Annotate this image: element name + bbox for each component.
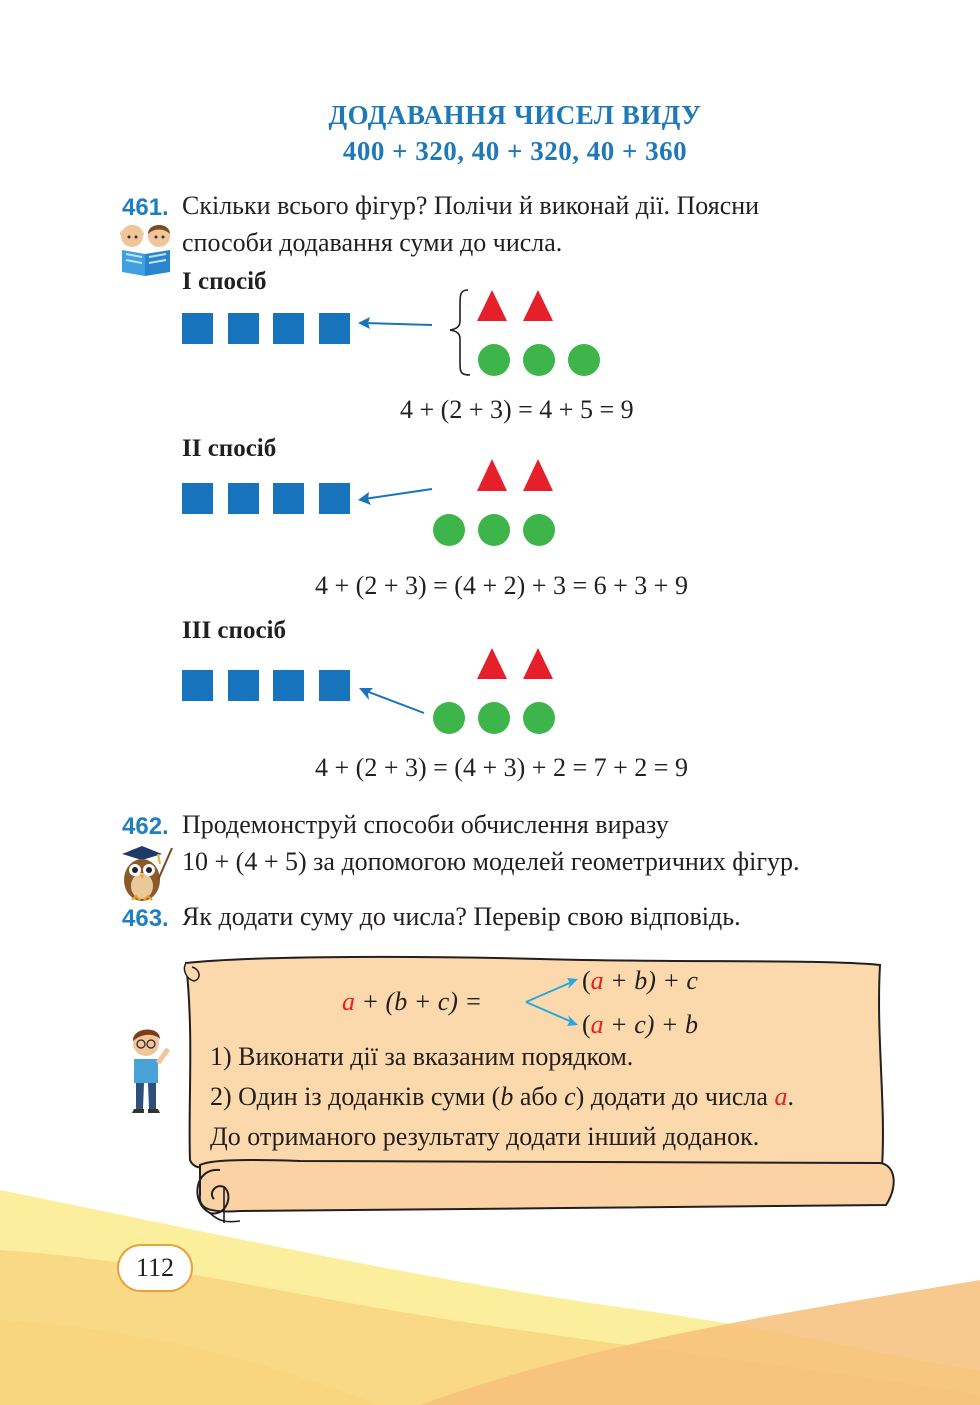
method-2-figures xyxy=(350,455,620,555)
method-1-figures xyxy=(350,285,620,385)
rule-line-2-mid2: ) додати до числа xyxy=(575,1082,775,1111)
branch2-rest: + c) + b xyxy=(603,1010,698,1039)
rule-line-2-pre: 2) Один із доданків суми ( xyxy=(210,1082,501,1111)
circle-shape xyxy=(568,344,600,376)
rule-formula-branch-2 xyxy=(582,1010,698,1040)
arrow-left-icon xyxy=(358,489,432,505)
square-shape xyxy=(273,313,304,344)
rule-line-2-end: . xyxy=(787,1082,794,1111)
square-shape xyxy=(228,313,259,344)
task-number-462: 462. xyxy=(122,813,169,840)
arrow-left-icon xyxy=(359,688,424,713)
formula-left-rest: + (b + c) = xyxy=(355,987,482,1016)
owl-teacher-icon xyxy=(112,840,176,904)
arrow-up-right-icon xyxy=(526,978,578,1002)
square-shape xyxy=(182,313,213,344)
task-463-text: Як додати суму до числа? Перевір свою відповідь. xyxy=(182,902,741,931)
task-461-text-line2: способи додавання суми до числа. xyxy=(182,228,563,257)
method-2-label: ІІ спосіб xyxy=(182,435,277,462)
arrow-down-right-icon xyxy=(526,1002,578,1026)
arrow-left-icon xyxy=(358,317,432,329)
task-462-text-line2: 10 + (4 + 5) за допомогою моделей геометричних фігур. xyxy=(182,847,800,876)
rule-var-a: a xyxy=(774,1082,788,1111)
branch1-variable-a: a xyxy=(590,966,604,995)
square-shape xyxy=(182,670,213,701)
square-shape xyxy=(228,483,259,514)
branch1-open: ( xyxy=(582,966,591,995)
rule-line-3: До отриманого результату додати інший доданок. xyxy=(210,1122,760,1151)
branch2-open: ( xyxy=(582,1010,591,1039)
rule-line-2-mid1: або xyxy=(513,1082,565,1111)
method-1-label: І спосіб xyxy=(182,268,267,295)
square-shape xyxy=(228,670,259,701)
square-shape xyxy=(319,313,350,344)
curly-brace-icon xyxy=(450,290,470,375)
rule-formula-left xyxy=(342,987,482,1017)
method-3-label: ІІІ спосіб xyxy=(182,617,286,644)
circle-shape xyxy=(478,344,510,376)
triangle-shape xyxy=(477,648,507,679)
square-shape xyxy=(319,670,350,701)
triangle-shape xyxy=(477,290,507,321)
method-2-equation: 4 + (2 + 3) = (4 + 2) + 3 = 6 + 3 + 9 xyxy=(315,571,688,600)
circle-shape xyxy=(433,702,465,734)
kids-reading-icon xyxy=(114,222,180,278)
task-461-text-line1: Скільки всього фігур? Полічи й виконай дії. Поясни xyxy=(182,191,760,220)
page-title-line1: ДОДАВАННЯ ЧИСЕЛ ВИДУ xyxy=(328,100,702,130)
method-1-equation: 4 + (2 + 3) = 4 + 5 = 9 xyxy=(400,395,634,424)
method-3-figures xyxy=(350,643,620,743)
boy-pointing-icon xyxy=(124,1025,174,1115)
circle-shape xyxy=(523,702,555,734)
circle-shape xyxy=(433,514,465,546)
page-title-line2: 400 + 320, 40 + 320, 40 + 360 xyxy=(342,136,688,166)
triangle-shape xyxy=(523,290,553,321)
rule-line-2 xyxy=(210,1082,794,1112)
task-number-463: 463. xyxy=(122,905,169,932)
circle-shape xyxy=(478,514,510,546)
formula-variable-a: a xyxy=(342,987,355,1016)
method-3-equation: 4 + (2 + 3) = (4 + 3) + 2 = 7 + 2 = 9 xyxy=(315,753,688,782)
square-shape xyxy=(273,483,304,514)
branch1-rest: + b) + c xyxy=(603,966,698,995)
square-shape xyxy=(182,483,213,514)
square-shape xyxy=(273,670,304,701)
page-number: 112 xyxy=(117,1244,193,1292)
circle-shape xyxy=(523,514,555,546)
branch2-variable-a: a xyxy=(590,1010,604,1039)
rule-var-b: b xyxy=(500,1082,514,1111)
square-shape xyxy=(319,483,350,514)
formula-branch-arrows xyxy=(520,972,584,1032)
triangle-shape xyxy=(477,459,507,491)
task-462-text-line1: Продемонструй способи обчислення виразу xyxy=(182,810,669,839)
rule-formula-branch-1 xyxy=(582,966,698,996)
rule-line-1: 1) Виконати дії за вказаним порядком. xyxy=(210,1042,634,1071)
circle-shape xyxy=(478,702,510,734)
task-number-461: 461. xyxy=(122,194,169,221)
triangle-shape xyxy=(523,648,553,679)
triangle-shape xyxy=(523,459,553,491)
circle-shape xyxy=(523,344,555,376)
rule-var-c: c xyxy=(564,1082,576,1111)
